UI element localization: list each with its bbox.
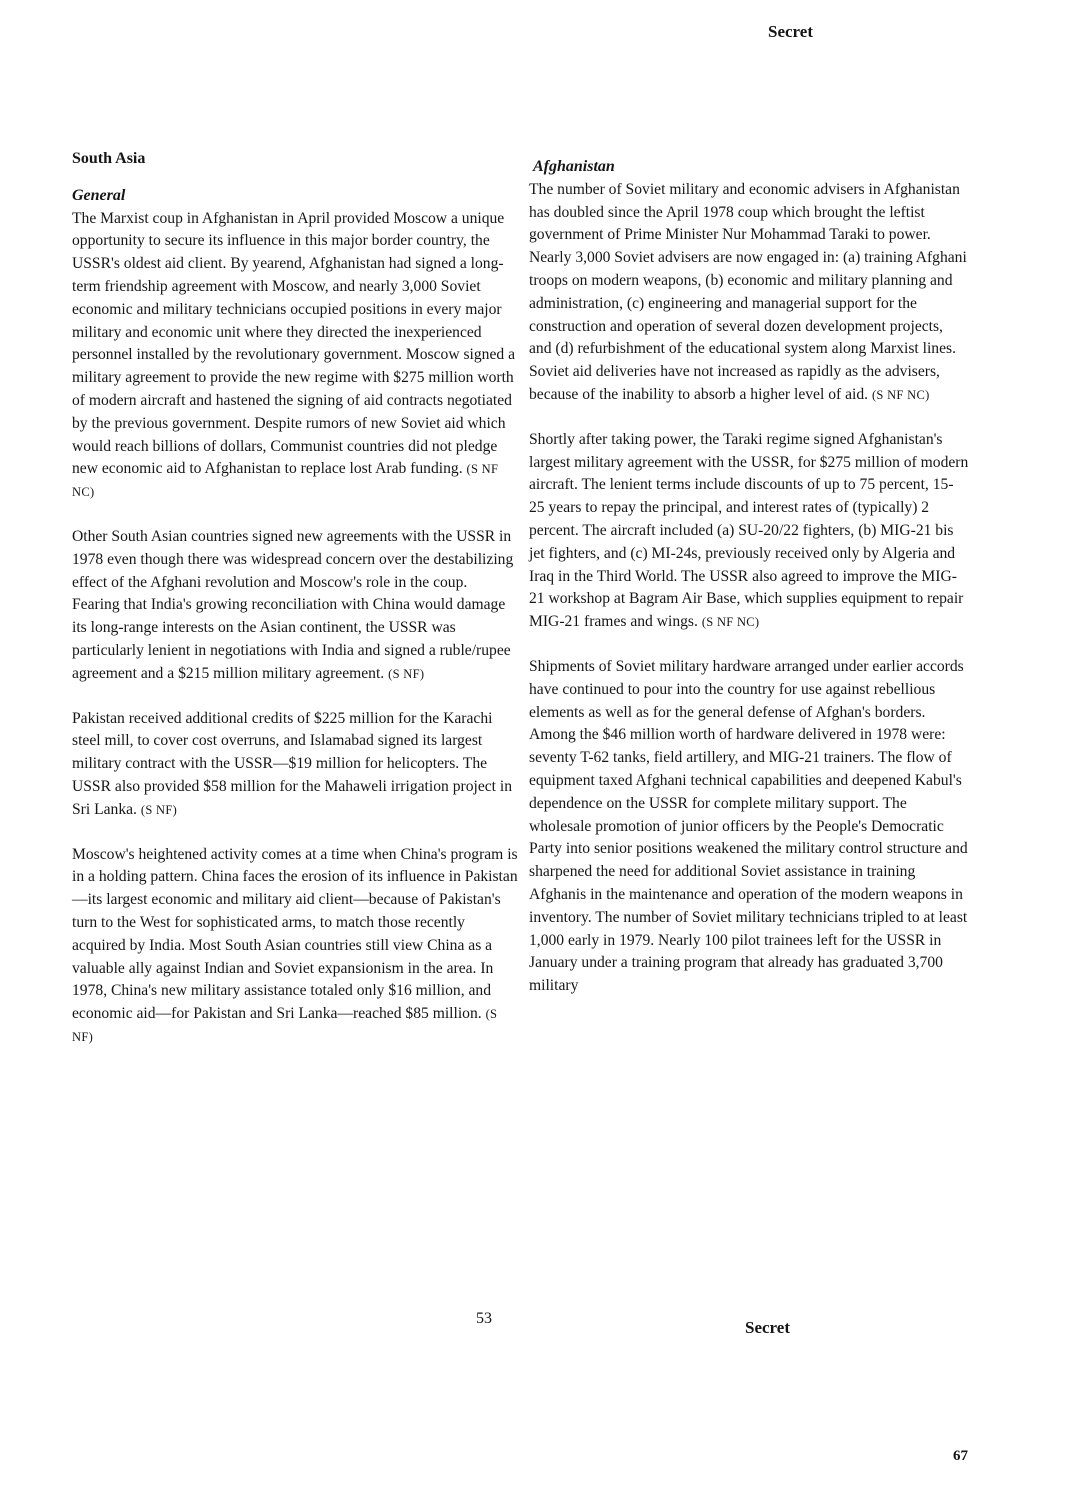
- paragraph: Other South Asian countries signed new agreements with the USSR in 1978 even though there was widespread concern over the destabilizing effect of the Afghani revolution and Moscow's role in the coup. Fearing that India's growing reconciliation with China would damage its long-range interests on the Asian continent, the USSR was particularly lenient in negotiations with India and signed a ruble/rupee agreement and a $215 million military agreement. (S NF): [72, 527, 514, 682]
- classification-marking: (S NF): [72, 1007, 498, 1044]
- classification-marking: (S NF NC): [701, 615, 760, 630]
- subheading-afghanistan: Afghanistan: [533, 158, 615, 175]
- subheading-general: General: [72, 186, 126, 204]
- section-title: South Asia: [72, 150, 146, 167]
- classification-marking: (S NF): [388, 666, 425, 681]
- classification-marking: (S NF): [140, 802, 178, 817]
- right-column: [523, 156, 969, 1020]
- classification-footer: Secret: [745, 1318, 790, 1337]
- page-number: 53: [476, 1310, 492, 1327]
- paragraph: The Marxist coup in Afghanistan in April provided Moscow a unique opportunity to secure its influence in this major border country, the USSR's oldest aid client. By yearend, Afghanistan had signed a long-term friendship agreement with Moscow, and nearly 3,000 Soviet economic and military technicians occupied positions in every major military and economic unit where they directed the inexperienced personnel installed by the revolutionary government. Moscow signed a military agreement to provide the new regime with $275 million worth of modern aircraft and hastened the signing of aid contracts negotiated by the previous government. Despite rumors of new Soviet aid which would reach billions of dollars, Communist countries did not pledge new economic aid to Afghanistan to replace lost Arab funding. (S NF NC): [72, 209, 516, 500]
- paragraph: Shipments of Soviet military hardware arranged under earlier accords have continued to pour into the country for use against rebellious elements as well as for the general defense of Afghan's borders. Among the $46 million worth of hardware delivered in 1978 were: seventy T-62 tanks, field artillery, and MIG-21 trainers. The flow of equipment taxed Afghani technical capabilities and deepened Kabul's dependence on the USSR for complete military support. The wholesale promotion of junior officers by the People's Democratic Party into senior positions weakened the military control structure and sharpened the need for additional Soviet assistance in training Afghanis in the maintenance and operation of the modern weapons in inventory. The number of Soviet military technicians tripled to at least 1,000 early in 1979. Nearly 100 pilot trainees left for the USSR in January under a training program that already has graduated 3,700 military: [529, 657, 968, 995]
- classification-marking: (S NF NC): [72, 462, 499, 500]
- paragraph: Pakistan received additional credits of $225 million for the Karachi steel mill, to cover cost overruns, and Islamabad signed its largest military contract with the USSR—$19 million for helicopters. The USSR also provided $58 million for the Mahaweli irrigation project in Sri Lanka. (S NF): [72, 709, 513, 818]
- folio-number: 67: [953, 1448, 968, 1464]
- classification-header: Secret: [768, 22, 813, 41]
- paragraph: Shortly after taking power, the Taraki regime signed Afghanistan's largest military agreement with the USSR, for $275 million of modern aircraft. The lenient terms include discounts of up to 75 percent, 15-25 years to repay the principal, and interest rates of (typically) 2 percent. The aircraft included (a) SU-20/22 fighters, (b) MIG-21 bis jet fighters, and (c) MI-24s, previously received only by Algeria and Iraq in the Third World. The USSR also agreed to improve the MIG-21 workshop at Bagram Air Base, which supplies equipment to repair MIG-21 frames and wings. (S NF NC): [529, 430, 969, 631]
- paragraph: Moscow's heightened activity comes at a time when China's program is in a holding pattern. China faces the erosion of its influence in Pakistan—its largest economic and military aid client—because of Pakistan's turn to the West for sophisticated arms, to match those recently acquired by India. Most South Asian countries still view China as a valuable ally against Indian and Soviet expansionism in the area. In 1978, China's new military assistance totaled only $16 million, and economic aid—for Pakistan and Sri Lanka—reached $85 million. (S NF): [72, 845, 518, 1044]
- classification-marking: (S NF NC): [871, 387, 930, 402]
- paragraph: The number of Soviet military and economic advisers in Afghanistan has doubled since the April 1978 coup which brought the leftist government of Prime Minister Nur Mohammad Taraki to power. Nearly 3,000 Soviet advisers are now engaged in: (a) training Afghani troops on modern weapons, (b) economic and military planning and administration, (c) engineering and managerial support for the construction and operation of several dozen development projects, and (d) refurbishment of the educational system along Marxist lines. Soviet aid deliveries have not increased as rapidly as the advisers, because of the inability to absorb a higher level of aid. (S NF NC): [529, 180, 967, 403]
- left-column: [60, 148, 518, 1071]
